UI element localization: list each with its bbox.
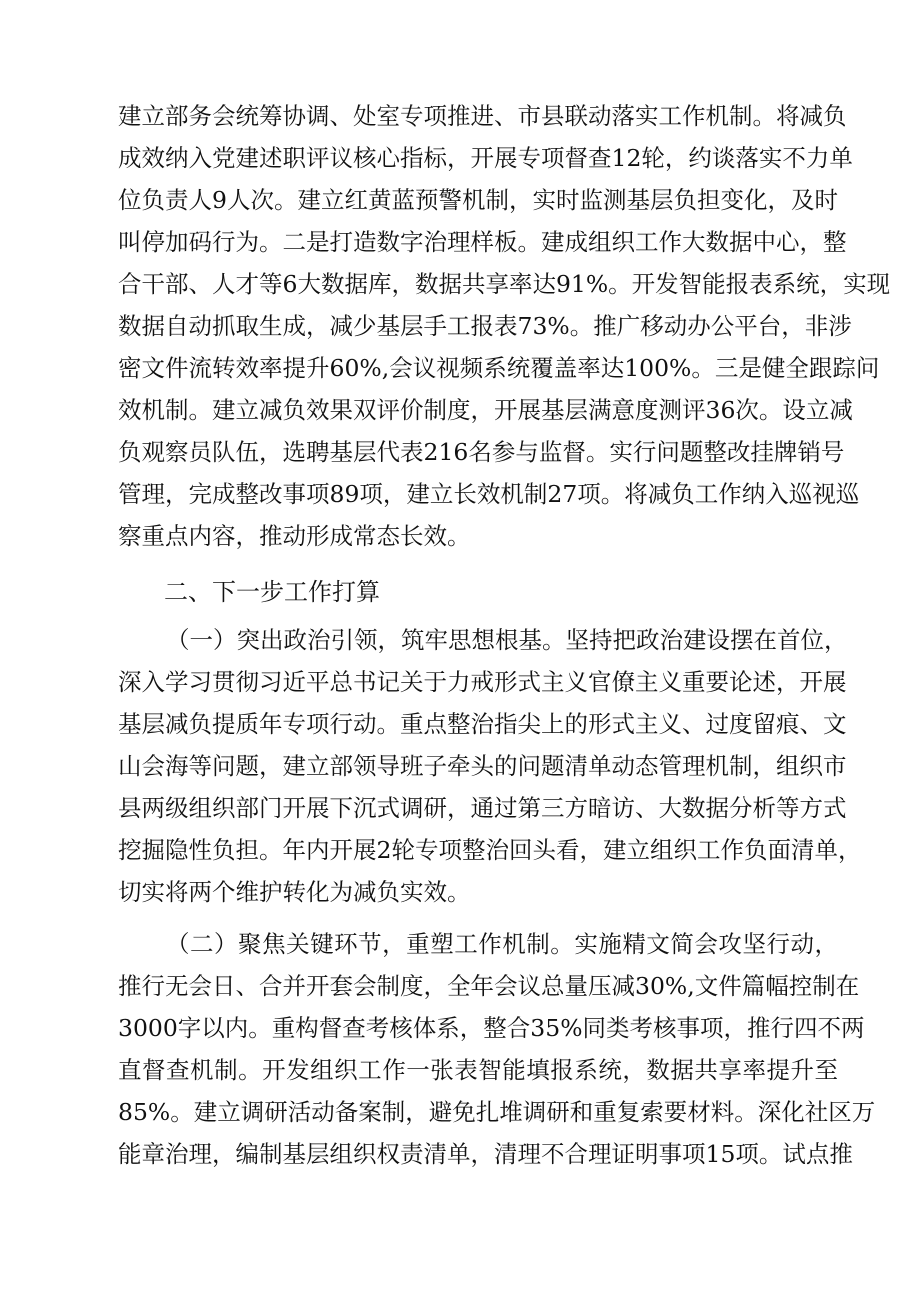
paragraph-1-line: 数据自动抓取生成，减少基层手工报表73%。推广移动办公平台，非涉 — [118, 312, 852, 340]
paragraph-1-line: 察重点内容，推动形成常态长效。 — [118, 522, 471, 550]
paragraph-1-line: 成效纳入党建述职评议核心指标，开展专项督查12轮，约谈落实不力单 — [118, 144, 853, 172]
section-heading: 二、下一步工作打算 — [164, 578, 380, 606]
paragraph-3-line: （二）聚焦关键环节，重塑工作机制。实施精文简会攻坚行动， — [166, 930, 838, 958]
paragraph-1-line: 密文件流转效率提升60%,会议视频系统覆盖率达100%。三是健全跟踪问 — [118, 354, 880, 382]
paragraph-3-line: 3000字以内。重构督查考核体系，整合35%同类考核事项，推行四不两 — [118, 1014, 865, 1042]
paragraph-3-line: 能章治理，编制基层组织权责清单，清理不合理证明事项15项。试点推 — [118, 1140, 853, 1168]
paragraph-1-line: 管理，完成整改事项89项，建立长效机制27项。将减负工作纳入巡视巡 — [118, 480, 860, 508]
paragraph-1-line: 合干部、人才等6大数据库，数据共享率达91%。开发智能报表系统，实现 — [118, 270, 891, 298]
paragraph-2-line: 切实将两个维护转化为减负实效。 — [118, 878, 471, 906]
paragraph-1-line: 效机制。建立减负效果双评价制度，开展基层满意度测评36次。设立减 — [118, 396, 853, 424]
paragraph-1-line: 叫停加码行为。二是打造数字治理样板。建成组织工作大数据中心，整 — [118, 228, 847, 256]
paragraph-2-line: （一）突出政治引领，筑牢思想根基。坚持把政治建设摆在首位， — [166, 626, 848, 654]
paragraph-3-line: 直督查机制。开发组织工作一张表智能填报系统，数据共享率提升至 — [118, 1056, 838, 1084]
paragraph-2-line: 基层减负提质年专项行动。重点整治指尖上的形式主义、过度留痕、文 — [118, 710, 847, 738]
paragraph-2-line: 山会海等问题，建立部领导班子牵头的问题清单动态管理机制，组织市 — [118, 752, 847, 780]
paragraph-2-line: 深入学习贯彻习近平总书记关于力戒形式主义官僚主义重要论述，开展 — [118, 668, 847, 696]
paragraph-1-line: 负观察员队伍，选聘基层代表216名参与监督。实行问题整改挂牌销号 — [118, 438, 845, 466]
paragraph-3-line: 推行无会日、合并开套会制度，全年会议总量压减30%,文件篇幅控制在 — [118, 972, 860, 1000]
paragraph-1-line: 位负责人9人次。建立红黄蓝预警机制，实时监测基层负担变化，及时 — [118, 186, 838, 214]
paragraph-3-line: 85%。建立调研活动备案制，避免扎堆调研和重复索要材料。深化社区万 — [118, 1098, 876, 1126]
paragraph-2-line: 县两级组织部门开展下沉式调研，通过第三方暗访、大数据分析等方式 — [118, 794, 847, 822]
paragraph-2-line: 挖掘隐性负担。年内开展2轮专项整治回头看，建立组织工作负面清单， — [118, 836, 862, 864]
paragraph-1-line: 建立部务会统筹协调、处室专项推进、市县联动落实工作机制。将减负 — [118, 102, 847, 130]
